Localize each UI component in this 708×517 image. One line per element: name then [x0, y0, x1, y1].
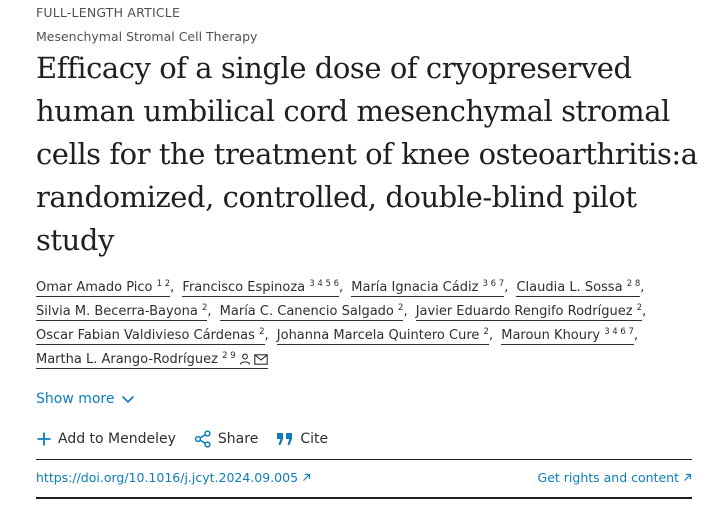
person-icon — [239, 353, 251, 365]
external-link-icon — [302, 473, 311, 482]
affiliation-refs: 2 — [201, 303, 208, 313]
author-link[interactable] — [277, 328, 489, 345]
article-category: Mesenchymal Stromal Cell Therapy — [36, 29, 258, 44]
affiliation-refs: 3 6 7 — [482, 279, 505, 289]
envelope-icon — [254, 354, 268, 365]
doi-text: https://doi.org/10.1016/j.jcyt.2024.09.005 — [36, 470, 299, 485]
cite-label: Cite — [300, 431, 329, 447]
author-name: Oscar Fabian Valdivieso Cárdenas — [36, 328, 255, 343]
chevron-down-icon — [121, 395, 135, 404]
show-more-button[interactable] — [36, 391, 135, 407]
author-name: Johanna Marcela Quintero Cure — [276, 328, 480, 343]
author-link[interactable] — [36, 328, 265, 345]
author-link[interactable] — [516, 280, 640, 297]
affiliation-refs: 2 9 — [222, 351, 236, 361]
author-name: Omar Amado Pico — [36, 280, 153, 295]
author-name: Martha L. Arango-Rodríguez — [36, 352, 218, 367]
author-list: Omar Amado Pico $^{1 2}$, Francisco Espinoza $^{3 4 5 6}$, María Ignacia Cádiz $^{3 6 7}$, Claudia L. Sossa $^{2 8}$, Silvia M. Becerra-Bayona $^2$, María C. Canencio Salgado $^2$, Javier Eduardo Rengifo Rodríguez $^2$, Oscar Fabian Valdivieso Cárdenas $^2$, Johanna Marcela Quintero Cure $^2$, Maroun Khoury $^{3 4 6 7}$, Martha L. Arango-Rodríguez $^{2 9}$ — [36, 279, 647, 367]
affiliation-refs: 2 — [259, 327, 265, 337]
plus-icon — [36, 431, 52, 447]
add-to-mendeley-label: Add to Mendeley — [58, 431, 176, 447]
get-rights-link[interactable] — [538, 470, 692, 485]
share-label: Share — [217, 431, 259, 447]
author-link[interactable] — [182, 280, 339, 297]
get-rights-text: Get rights and content — [537, 470, 679, 485]
external-link-icon — [683, 473, 692, 482]
author-name: Javier Eduardo Rengifo Rodríguez — [415, 304, 633, 319]
divider — [36, 459, 692, 460]
author-link[interactable] — [351, 280, 504, 297]
add-to-mendeley-button[interactable] — [36, 431, 176, 447]
author-name: Francisco Espinoza — [182, 280, 306, 295]
affiliation-refs: 1 2 — [156, 279, 171, 289]
author-link[interactable] — [36, 280, 170, 297]
cite-button[interactable] — [276, 431, 328, 447]
affiliation-refs: 2 — [398, 303, 404, 313]
share-button[interactable] — [194, 430, 258, 448]
share-icon — [194, 430, 212, 448]
divider — [36, 497, 692, 499]
affiliation-refs: 2 — [483, 327, 489, 337]
affiliation-refs: 2 8 — [626, 279, 641, 289]
author-name: Silvia M. Becerra-Bayona — [36, 304, 198, 319]
author-link[interactable] — [220, 304, 404, 321]
quote-icon — [276, 431, 294, 447]
article-actions — [36, 430, 346, 448]
show-more-label: Show more — [36, 391, 115, 407]
author-name: Claudia L. Sossa — [516, 280, 623, 295]
affiliation-refs: 2 — [636, 303, 643, 313]
corresponding-author-link[interactable] — [36, 352, 268, 369]
article-type: FULL-LENGTH ARTICLE — [36, 5, 181, 20]
author-link[interactable] — [416, 304, 642, 321]
author-link[interactable] — [36, 304, 207, 321]
affiliation-refs: 3 4 5 6 — [309, 279, 339, 289]
author-name: María Ignacia Cádiz — [351, 280, 479, 295]
author-link[interactable] — [501, 328, 634, 345]
author-name: María C. Canencio Salgado — [219, 304, 394, 319]
article-title: Efficacy of a single dose of cryopreserved human umbilical cord mesenchymal stromal cells for the treatment of knee osteoarthritis:a randomized, controlled, double-blind pilot study — [36, 51, 698, 257]
author-name: Maroun Khoury — [501, 328, 601, 343]
doi-link[interactable] — [36, 470, 311, 485]
affiliation-refs: 3 4 6 7 — [604, 327, 634, 337]
